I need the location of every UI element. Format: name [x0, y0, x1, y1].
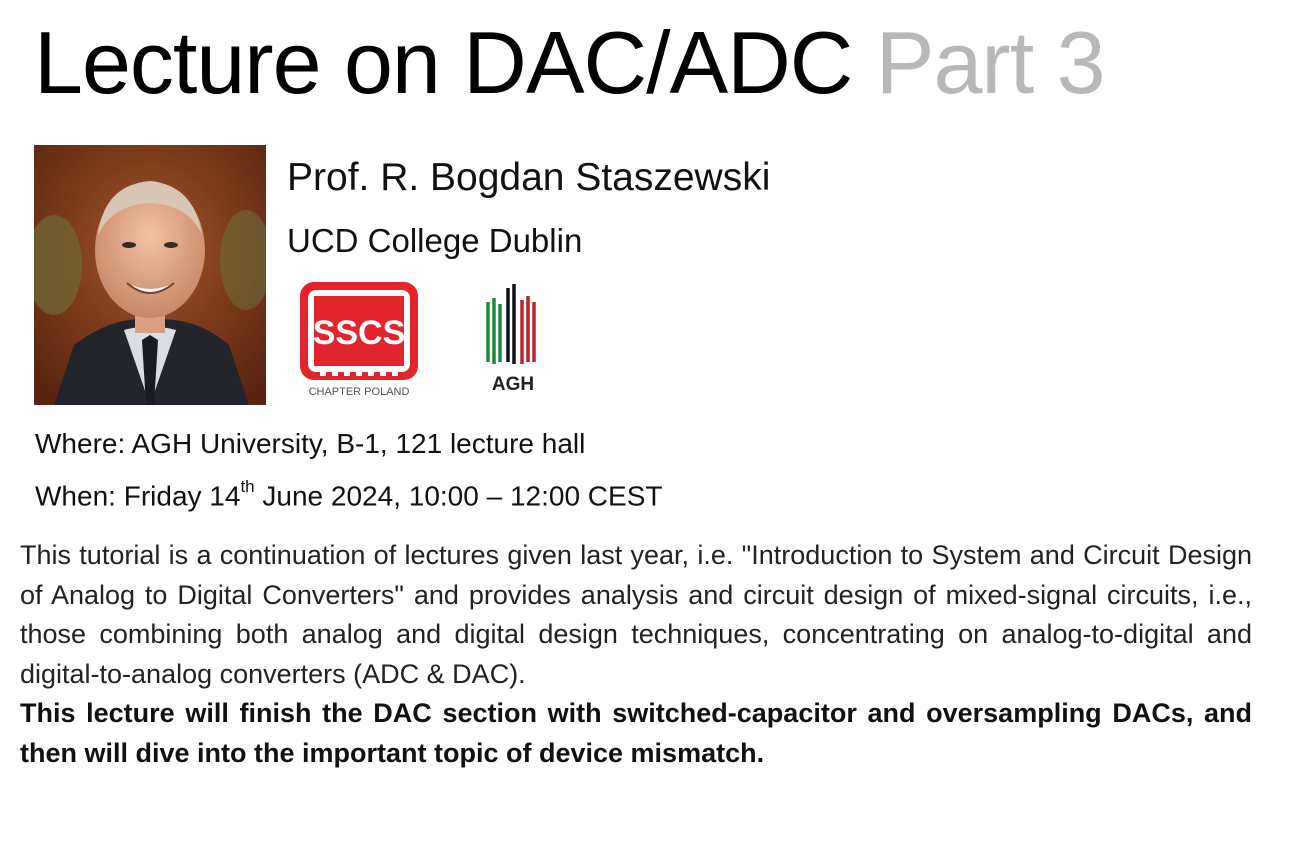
title-part: Part 3 [875, 13, 1105, 112]
when-day: Friday 14 [123, 480, 241, 512]
agh-logo [478, 282, 548, 396]
page-title [34, 8, 1105, 118]
when-label: When: [35, 480, 116, 512]
where-label: Where: [35, 428, 126, 459]
when-sup: th [240, 477, 255, 496]
event-time [35, 477, 663, 512]
speaker-name: Prof. R. Bogdan Staszewski [287, 156, 771, 199]
description-body: This tutorial is a continuation of lectures given last year, i.e. "Introduction to System and Circuit Design of Analog to Digital Converters" and provides analysis and circuit design of mixed-signal circuits, i.e., those combining both analog and digital design techniques, concentrating on analog-to-digital and digital-to-analog converters (ADC & DAC). [20, 540, 1252, 689]
description-highlight: This lecture will finish the DAC section with switched-capacitor and oversampling DACs, and then will dive into the important topic of device mismatch. [20, 698, 1252, 768]
title-main: Lecture on DAC/ADC [34, 13, 853, 112]
lecture-description [20, 536, 1252, 773]
agh-logo-text: AGH [491, 374, 535, 395]
where-value: AGH University, B-1, 121 lecture hall [131, 428, 586, 459]
speaker-photo [34, 145, 266, 405]
when-rest: June 2024, 10:00 – 12:00 CEST [254, 480, 663, 512]
sscs-logo-subtitle: CHAPTER POLAND [308, 386, 410, 398]
sscs-logo [298, 280, 420, 400]
sscs-logo-text: SSCS [312, 314, 406, 352]
event-location [35, 428, 585, 460]
speaker-affiliation: UCD College Dublin [287, 222, 583, 259]
